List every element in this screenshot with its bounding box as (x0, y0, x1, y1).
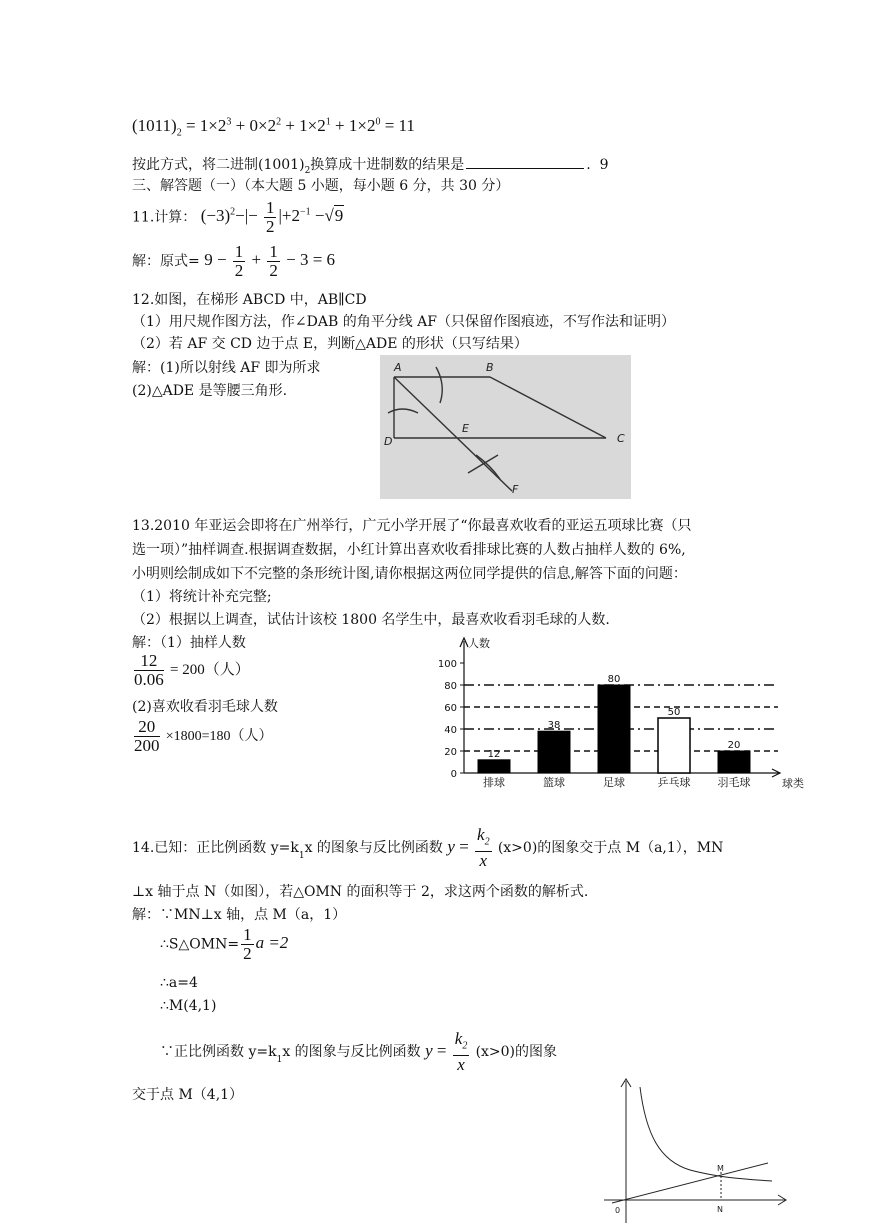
q11-sqrt-of: 9 (334, 206, 344, 226)
q14-inverse-function: y = $\frac{k_2}{x}$ (447, 825, 490, 871)
segment-bc (490, 377, 606, 438)
chart-y-tick-label: 60 (444, 703, 457, 714)
q11-sol-f2-num: 1 (269, 242, 278, 261)
q11-sol-fraction-1 (233, 243, 246, 280)
q11-sol-expression (204, 242, 336, 280)
chart-y-tick-label: 80 (444, 681, 457, 692)
q11-sol-b: + (251, 250, 262, 270)
point-label-f: F (512, 483, 519, 496)
point-label-b: B (486, 361, 494, 374)
q14-solution-4: ∴M(4,1) (160, 998, 217, 1014)
q11-solution (132, 243, 335, 280)
q14-sol5-frac-num-sub: 2 (462, 1040, 468, 1052)
q13-fraction-line-1 (132, 652, 250, 689)
origin-label: 0 (615, 1206, 621, 1215)
q11-sol-fraction-2 (267, 243, 280, 280)
chart-value-label: 38 (547, 720, 561, 732)
q14-solution-3: ∴a=4 (160, 975, 198, 991)
chart-bar (718, 751, 750, 773)
q14-solution-1: 解：∵MN⊥x 轴，点 M（a，1） (132, 907, 347, 923)
q11-expression: $(-3)^2-|-$ $\frac{1}{2}$ $|+2^{-1} -√9$ (200, 198, 344, 236)
term-coef: 1 (348, 116, 358, 135)
q13-fraction-2 (134, 718, 160, 755)
q11-expr-c: |+2 (278, 206, 300, 226)
q11-expr-a-exp: 2 (230, 206, 236, 218)
q10-answer-blank (466, 154, 584, 169)
ray-af (394, 377, 512, 491)
q12-solution-1: 解：(1)所以射线 AF 即为所求 (132, 360, 321, 376)
q14-line1-a: 14.已知：正比例函数 y=k (132, 840, 299, 857)
q10-end: . (586, 157, 591, 173)
q13-line-3: 小明则绘制成如下不完整的条形统计图,请你根据这两位同学提供的信息,解答下面的问题： (132, 566, 687, 582)
q14-sol5-inverse-function: y = $\frac{k_2}{x}$ (425, 1029, 468, 1075)
term-exp: 2 (276, 116, 282, 128)
q14-sol5-frac-num-k: k (454, 1029, 463, 1048)
q13-f2-rhs: ×1800=180（人） (165, 729, 273, 745)
q11-sol-f1-num: 1 (234, 242, 244, 261)
chart-y-tick-label: 40 (444, 725, 457, 736)
chart-category-label: 篮球 (543, 776, 565, 789)
chart-category-label: 乒乓球 (657, 776, 691, 789)
q10-answer: 9 (599, 157, 609, 173)
chart-bar (538, 731, 570, 773)
q13-fraction-1 (134, 652, 164, 689)
chart-value-label: 80 (607, 674, 621, 685)
chart-y-tick-label: 100 (437, 659, 457, 670)
chart-bar (478, 760, 510, 773)
q14-line-1 (132, 826, 723, 870)
arc-mark-ad (388, 409, 418, 413)
q13-solution-1: 解：（1）抽样人数 (132, 635, 246, 651)
q13-f2-den: 200 (134, 736, 160, 755)
trapezoid-figure-photo (380, 355, 631, 499)
q11-expr-b: −|− (235, 206, 258, 226)
q14-sol5-fraction (453, 1030, 470, 1074)
q11-expr-a: (−3) (200, 206, 231, 226)
term-exp: 3 (226, 116, 232, 128)
chart-category-label: 排球 (483, 776, 505, 789)
q13-fraction-line-2 (132, 718, 273, 755)
point-label-a: A (394, 361, 402, 374)
q11-expr-d: − (314, 206, 325, 226)
q11-question (132, 199, 344, 236)
q10-sub: 2 (304, 165, 311, 176)
q14-solution-2 (160, 926, 288, 963)
q13-line-5: （2）根据以上调查，试估计该校 1800 名学生中，最喜欢收看羽毛球的人数. (132, 612, 610, 628)
q12-line-2: （1）用尺规作图方法，作∠DAB 的角平分线 AF（只保留作图痕迹，不写作法和证明） (132, 314, 675, 330)
q10-text-after: 换算成十进制数的结果是 (310, 157, 465, 173)
q11-frac-den: 2 (265, 217, 275, 236)
q14-frac-num-sub: 2 (484, 836, 490, 848)
q13-f1-den: 0.06 (134, 670, 164, 689)
q14-sol5-c: (x>0)的图象 (475, 1044, 558, 1061)
term-coef: 1 (299, 116, 308, 135)
q12-line-3: （2）若 AF 交 CD 边于点 E，判断△ADE 的形状（只写结果） (132, 336, 528, 352)
q14-sol2-num: 1 (243, 925, 252, 944)
q14-line1-sub: 1 (298, 851, 305, 862)
arc-mark-ab (436, 367, 442, 403)
q13-f1-rhs: = 200（人） (170, 662, 250, 679)
q12-line-1: 12.如图，在梯形 ABCD 中，AB∥CD (132, 292, 367, 308)
q14-solution-6: 交于点 M（4,1） (132, 1087, 244, 1103)
q14-sol2-den: 2 (243, 944, 252, 963)
binary-lhs-sub: 2 (176, 127, 182, 139)
q13-f1-num: 12 (134, 652, 164, 671)
binary-example-equation: $(1011)_2 = 1\times 2^3 + 0\times 2^2 + 1\times 2^1 + 1\times 2^0 = 11$ (132, 116, 415, 139)
q14-fraction (475, 826, 492, 870)
q11-sol-c: − 3 = 6 (286, 250, 336, 270)
chart-bar (658, 718, 690, 773)
point-n-label: N (717, 1205, 723, 1214)
proportional-line (612, 1163, 768, 1203)
q11-label: 11.计算： (132, 209, 197, 226)
q11-sol-a: 9 − (204, 250, 227, 270)
chart-y-tick-label: 0 (450, 769, 457, 780)
q13-expression-2 (132, 717, 273, 755)
q11-sol-f1-den: 2 (234, 261, 244, 280)
q14-sol2-expression (239, 925, 289, 963)
q11-frac-num: 1 (265, 198, 275, 217)
binary-lhs: (1011) (132, 116, 177, 135)
term-coef: 1 (199, 116, 209, 135)
q11-fraction (264, 199, 277, 236)
q14-sol5-frac-den: x (457, 1055, 465, 1075)
chart-value-label: 20 (727, 740, 741, 751)
chart-y-axis-label: 人数 (468, 637, 490, 650)
q11-sol-f2-den: 2 (269, 261, 278, 280)
section-title: 三、解答题（一）（本大题 5 小题，每小题 6 分，共 30 分） (132, 178, 510, 194)
q11-sol-label: 解：原式= (132, 253, 200, 270)
bar-chart (430, 633, 810, 793)
term-exp: 1 (325, 116, 331, 128)
q13-line-1: 13.2010 年亚运会即将在广州举行，广元小学开展了“你最喜欢收看的亚运五项球比赛（只 (132, 518, 692, 534)
q14-frac-den: x (479, 851, 488, 871)
point-m-label: M (717, 1164, 724, 1173)
term-exp: 0 (375, 116, 381, 128)
q13-line-2: 选一项）”抽样调查.根据调查数据，小红计算出喜欢收看排球比赛的人数占抽样人数的 6%, (132, 542, 686, 558)
q14-line1-b: x 的图象与反比例函数 (304, 840, 443, 857)
q14-line1-c: (x>0)的图象交于点 M（a,1），MN (497, 840, 724, 857)
q14-frac-num-k: k (477, 825, 485, 844)
term-coef: 0 (249, 116, 258, 135)
q14-sol2-b: a =2 (255, 933, 289, 953)
point-label-e: E (462, 422, 469, 435)
chart-value-label: 12 (487, 748, 501, 760)
q14-line-2: ⊥x 轴于点 N（如图），若△OMN 的面积等于 2，求这两个函数的解析式. (132, 884, 589, 900)
function-graph (600, 1075, 790, 1225)
q12-solution-2: (2)△ADE 是等腰三角形. (132, 383, 288, 399)
chart-category-label: 羽毛球 (717, 776, 751, 789)
q14-solution-5 (160, 1030, 557, 1074)
q10-text-before: 按此方式，将二进制(1001) (132, 157, 305, 173)
chart-x-axis-label: 球类 (782, 777, 804, 790)
point-label-c: C (617, 432, 625, 445)
q14-sol5-a: ∵正比例函数 y=k (160, 1044, 277, 1061)
binary-rhs: 11 (398, 116, 415, 135)
q14-sol2-a: ∴S△OMN= (160, 936, 240, 953)
q11-expr-c-exp: −1 (299, 206, 311, 218)
q13-solution-2: (2)喜欢收看羽毛球人数 (132, 699, 278, 715)
q13-expression-1 (132, 651, 250, 689)
q14-sol2-fraction (241, 926, 254, 963)
chart-y-tick-label: 20 (444, 747, 457, 758)
q14-sol5-b: x 的图象与反比例函数 (282, 1044, 421, 1061)
chart-category-label: 足球 (603, 776, 625, 789)
point-label-d: D (384, 435, 393, 448)
chart-value-label: 50 (667, 707, 681, 718)
q13-f2-num: 20 (134, 718, 160, 737)
q13-line-4: （1）将统计补充完整; (132, 589, 272, 605)
trapezoid-figure (380, 355, 631, 499)
chart-bar (598, 685, 630, 773)
q14-sol5-sub: 1 (276, 1055, 283, 1066)
